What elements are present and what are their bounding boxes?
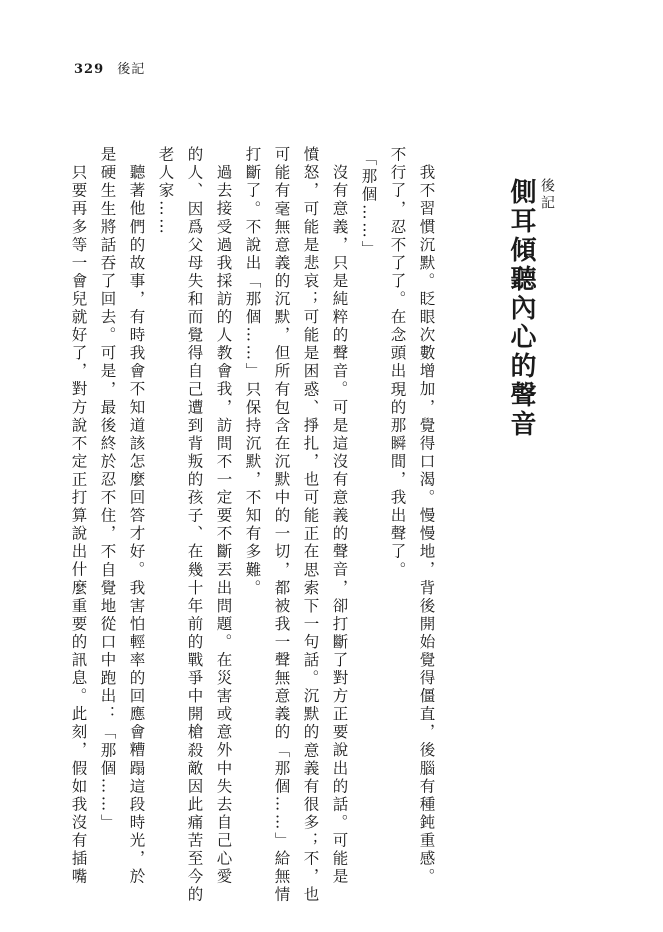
text-column: 打斷了。不說出「那個……」只保持沉默，不知有多難。 (243, 146, 262, 598)
text-column: 聽著他們的故事，有時我會不知道該怎麼回答才好。我害怕輕率的回應會糟蹋這段時光，於 (127, 164, 146, 886)
page-number: 329 (74, 62, 105, 77)
text-column: 我不習慣沉默。眨眼次數增加，覺得口渴。慢慢地，背後開始覺得僵直，後腦有種鈍重感。 (417, 164, 436, 886)
chapter-title: 側耳傾聽內心的聲音 (506, 178, 536, 439)
text-column: 憤怒，可能是悲哀；可能是困惑、掙扎，也可能正在思索下一句話。沉默的意義有很多；不，也 (301, 146, 320, 905)
text-column: 「那個……」 (359, 150, 378, 259)
text-column: 只要再多等一會兒就好了，對方說不定正打算說出什麼重要的訊息。此刻，假如我沒有插嘴 (69, 164, 88, 886)
text-column: 老人家…… (156, 146, 175, 237)
text-column: 是硬生生將話吞了回去。可是，最後終於忍不住，不自覺地從口中跑出：「那個……」 (98, 146, 117, 832)
running-head: 後記 (117, 62, 146, 77)
chapter-label: 後記 (539, 178, 555, 212)
text-column: 沒有意義，只是純粹的聲音。可是這沒有意義的聲音，卻打斷了對方正要說出的話。可能是 (330, 164, 349, 886)
text-column: 的人、因爲父母失和而覺得自己遭到背叛的孩子、在幾十年前的戰爭中開槍殺敵因此痛苦至今的 (185, 146, 204, 905)
text-column: 過去接受過我採訪的人教會我，訪問不一定要不斷丟出問題。在災害或意外中失去自己心愛 (214, 164, 233, 886)
page-header (74, 58, 145, 77)
text-column: 不行了，忍不了了。在念頭出現的那瞬間，我出聲了。 (388, 146, 407, 580)
text-column: 可能有毫無意義的沉默，但所有包含在沉默中的一切，都被我一聲無意義的「那個……」給無情 (272, 146, 291, 905)
